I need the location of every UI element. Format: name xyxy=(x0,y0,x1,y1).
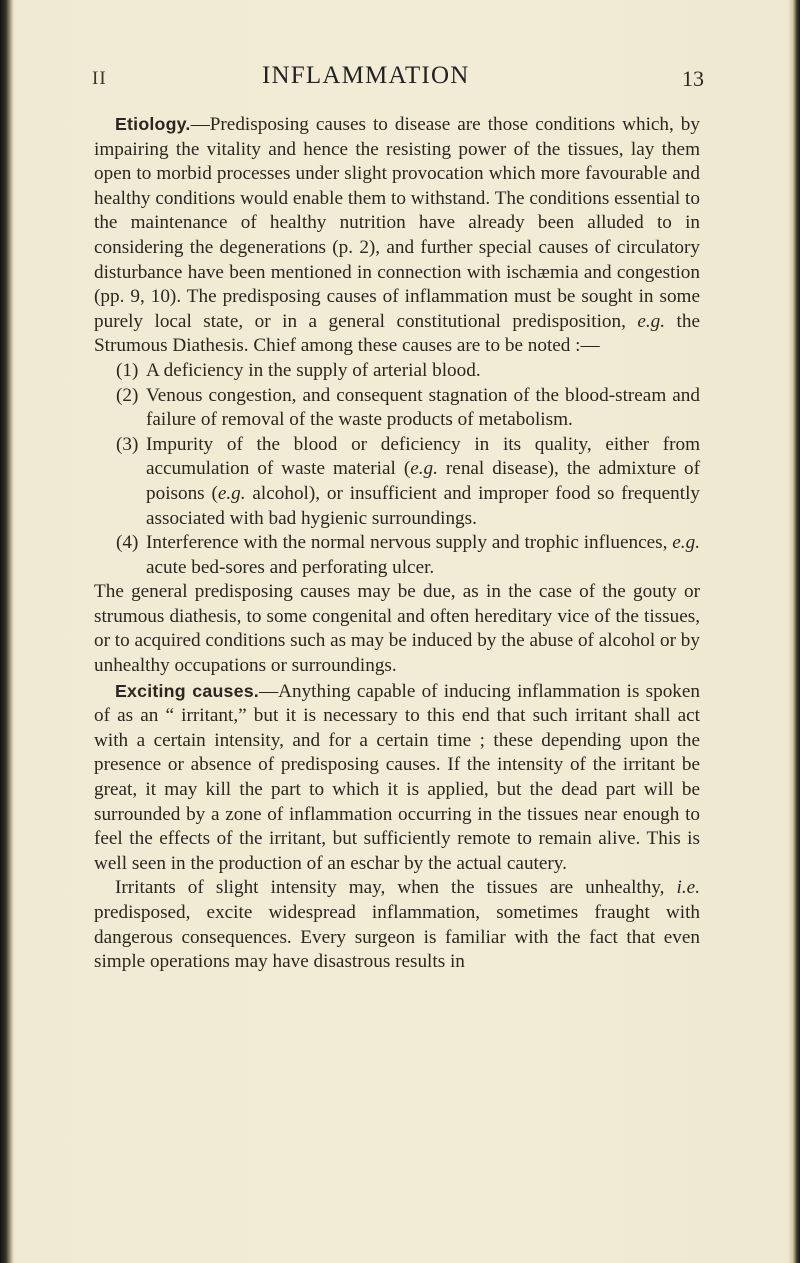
etiology-paragraph xyxy=(94,112,700,359)
irritants-text-b: predisposed, excite widespread inflammation, sometimes fraught with dangerous consequences. Every surgeon is familiar with the fact that even simple operations may have disastrous results in xyxy=(94,902,700,973)
list-text: renal disease), the admixture of poisons ( xyxy=(146,458,701,504)
list-text: Venous congestion, and consequent stagnation of the blood-stream and failure of removal of the waste products of metabolism. xyxy=(146,384,700,431)
list-eg: e.g. xyxy=(217,482,246,504)
list-number: (4) xyxy=(116,532,139,554)
list-number: (1) xyxy=(116,359,139,381)
list-item xyxy=(94,433,700,531)
running-title: INFLAMMATION xyxy=(262,62,470,89)
list-eg: e.g. xyxy=(410,458,438,480)
list-number: (2) xyxy=(116,384,139,406)
list-text: A deficiency in the supply of arterial blood. xyxy=(146,359,481,381)
list-number: (3) xyxy=(116,433,139,455)
page-edge xyxy=(788,0,800,1263)
list-text: acute bed-sores and perforating ulcer. xyxy=(146,556,435,578)
predisposing-causes-list xyxy=(94,359,700,580)
list-item xyxy=(94,359,700,384)
list-text: alcohol), or insufficient and improper food so frequently associated with bad hygienic surroundings. xyxy=(146,482,700,529)
body-text xyxy=(94,112,700,975)
exciting-paragraph xyxy=(94,679,700,877)
list-text: Impurity of the blood or deficiency in its quality, either from accumulation of waste material ( xyxy=(146,433,700,480)
etiology-text-a: —Predisposing causes to disease are those conditions which, by impairing the vitality and hence the resisting power of the tissues, lay them open to morbid processes under slight provocation which more favourable and healthy conditions would enable them to withstand. The conditions essential to the maintenance of healthy nutrition have already been alluded to in considering the degenerations (p. 2), and further special causes of circulatory disturbance have been mentioned in connection with ischæmia and congestion (pp. 9, 10). The predisposing causes of inflammation must be sought in some purely local state, or in a general constitutional predisposition, xyxy=(94,114,700,332)
list-item xyxy=(94,384,700,433)
etiology-eg: e.g. xyxy=(637,310,666,332)
etiology-text-b: the Strumous Diathesis. Chief among these causes are to be noted :— xyxy=(94,310,700,357)
irritants-paragraph xyxy=(94,876,700,974)
exciting-text: —Anything capable of inducing inflammation is spoken of as an “ irritant,” but it is necessary to this end that such irritant shall act with a certain intensity, and for a certain time ; these depending upon the presence or absence of predisposing causes. If the intensity of the irritant be great, it may kill the part to which it is applied, but the dead part will be surrounded by a zone of inflammation occurring in the tissues near enough to feel the effects of the irritant, but sufficiently remote to remain alive. This is well seen in the production of an eschar by the actual cautery. xyxy=(94,680,700,874)
binding-gutter xyxy=(0,0,14,1263)
chapter-number: II xyxy=(92,68,107,89)
irritants-ie: i.e. xyxy=(676,877,700,899)
etiology-heading: Etiology. xyxy=(115,114,191,134)
list-eg: e.g. xyxy=(672,532,700,554)
general-paragraph: The general predisposing causes may be due, as in the case of the gouty or strumous diathesis, to some congenital and often hereditary vice of the tissues, or to acquired conditions such as may be induced by the abuse of alcohol or by unhealthy occupations or surroundings. xyxy=(94,581,700,677)
running-head xyxy=(0,62,800,98)
page-number: 13 xyxy=(682,66,704,91)
irritants-text-a: Irritants of slight intensity may, when the tissues are unhealthy, xyxy=(115,877,677,899)
list-item xyxy=(94,531,700,580)
list-text: Interference with the normal nervous supply and trophic influences, xyxy=(146,532,673,554)
exciting-heading: Exciting causes. xyxy=(115,680,259,701)
